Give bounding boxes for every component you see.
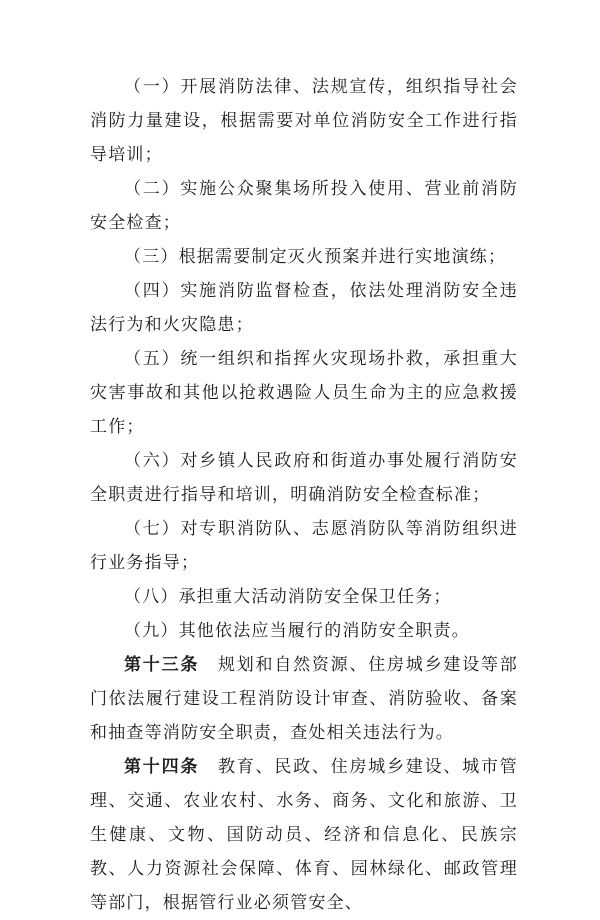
list-item-4: （四）实施消防监督检查，依法处理消防安全违法行为和火灾隐患； bbox=[90, 281, 518, 335]
list-item-2: （二）实施公众聚集场所投入使用、营业前消防安全检查； bbox=[90, 179, 518, 233]
list-item-3: （三）根据需要制定灭火预案并进行实地演练； bbox=[124, 247, 507, 267]
article-14 bbox=[90, 750, 518, 920]
list-item-9: （九）其他依法应当履行的消防安全职责。 bbox=[124, 621, 470, 641]
list-item-6: （六）对乡镇人民政府和街道办事处履行消防安全职责进行指导和培训，明确消防安全检查标准； bbox=[90, 451, 518, 505]
article-13-text: 规划和自然资源、住房城乡建设等部门依法履行建设工程消防设计审查、消防验收、备案和抽查等消防安全职责，查处相关违法行为。 bbox=[90, 655, 518, 743]
list-item-5: （五）统一组织和指挥火灾现场扑救，承担重大灾害事故和其他以抢救遇险人员生命为主的应急救援工作； bbox=[90, 349, 518, 437]
article-13 bbox=[90, 648, 518, 750]
list-item-1: （一）开展消防法律、法规宣传，组织指导社会消防力量建设，根据需要对单位消防安全工作进行指导培训； bbox=[90, 77, 518, 165]
article-13-heading: 第十三条 bbox=[124, 655, 200, 675]
document-body bbox=[90, 70, 518, 920]
article-14-heading: 第十四条 bbox=[124, 757, 200, 777]
list-item-7: （七）对专职消防队、志愿消防队等消防组织进行业务指导； bbox=[90, 519, 518, 573]
article-14-text: 教育、民政、住房城乡建设、城市管理、交通、农业农村、水务、商务、文化和旅游、卫生健康、文物、国防动员、经济和信息化、民族宗教、人力资源社会保障、体育、园林绿化、邮政管理等部门，根据管行业必须管安全、 bbox=[90, 757, 518, 913]
list-item-8: （八）承担重大活动消防安全保卫任务； bbox=[124, 587, 452, 607]
